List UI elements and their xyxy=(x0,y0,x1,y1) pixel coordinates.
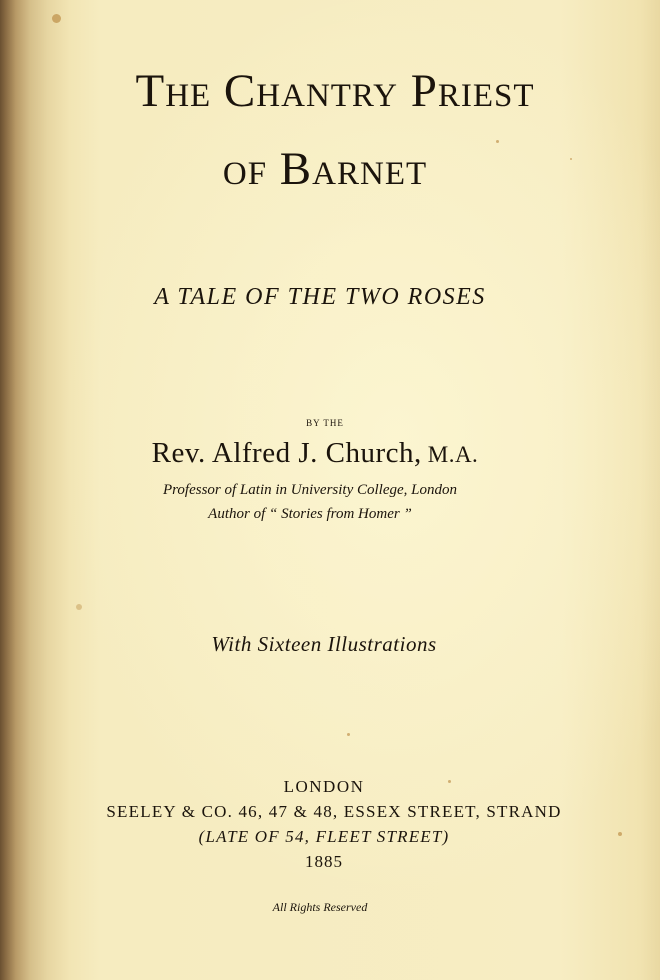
book-title-line-2: of Barnet xyxy=(222,143,428,195)
byline: BY THE xyxy=(306,418,344,428)
imprint-publisher: SEELEY & CO. 46, 47 & 48, ESSEX STREET, STRAND xyxy=(106,802,562,821)
foxing-spot xyxy=(76,604,82,610)
author-line xyxy=(0,437,645,470)
book-title-line-1: The Chantry Priest xyxy=(135,65,535,117)
author-credential-1: Professor of Latin in University College, London xyxy=(162,482,458,498)
rights-notice: All Rights Reserved xyxy=(272,900,368,914)
illustrations-note: With Sixteen Illustrations xyxy=(211,632,437,656)
imprint-city: LONDON xyxy=(283,777,365,796)
author-credential-2: Author of “ Stories from Homer ” xyxy=(208,506,412,522)
book-subtitle: A TALE OF THE TWO ROSES xyxy=(154,284,486,310)
imprint-former-address: (LATE OF 54, FLEET STREET) xyxy=(198,827,450,846)
author-name: Rev. Alfred J. Church, xyxy=(151,437,422,469)
foxing-spot xyxy=(52,14,61,23)
imprint-year: 1885 xyxy=(305,852,343,871)
author-degree: M.A. xyxy=(427,442,479,467)
foxing-spot xyxy=(347,733,350,736)
